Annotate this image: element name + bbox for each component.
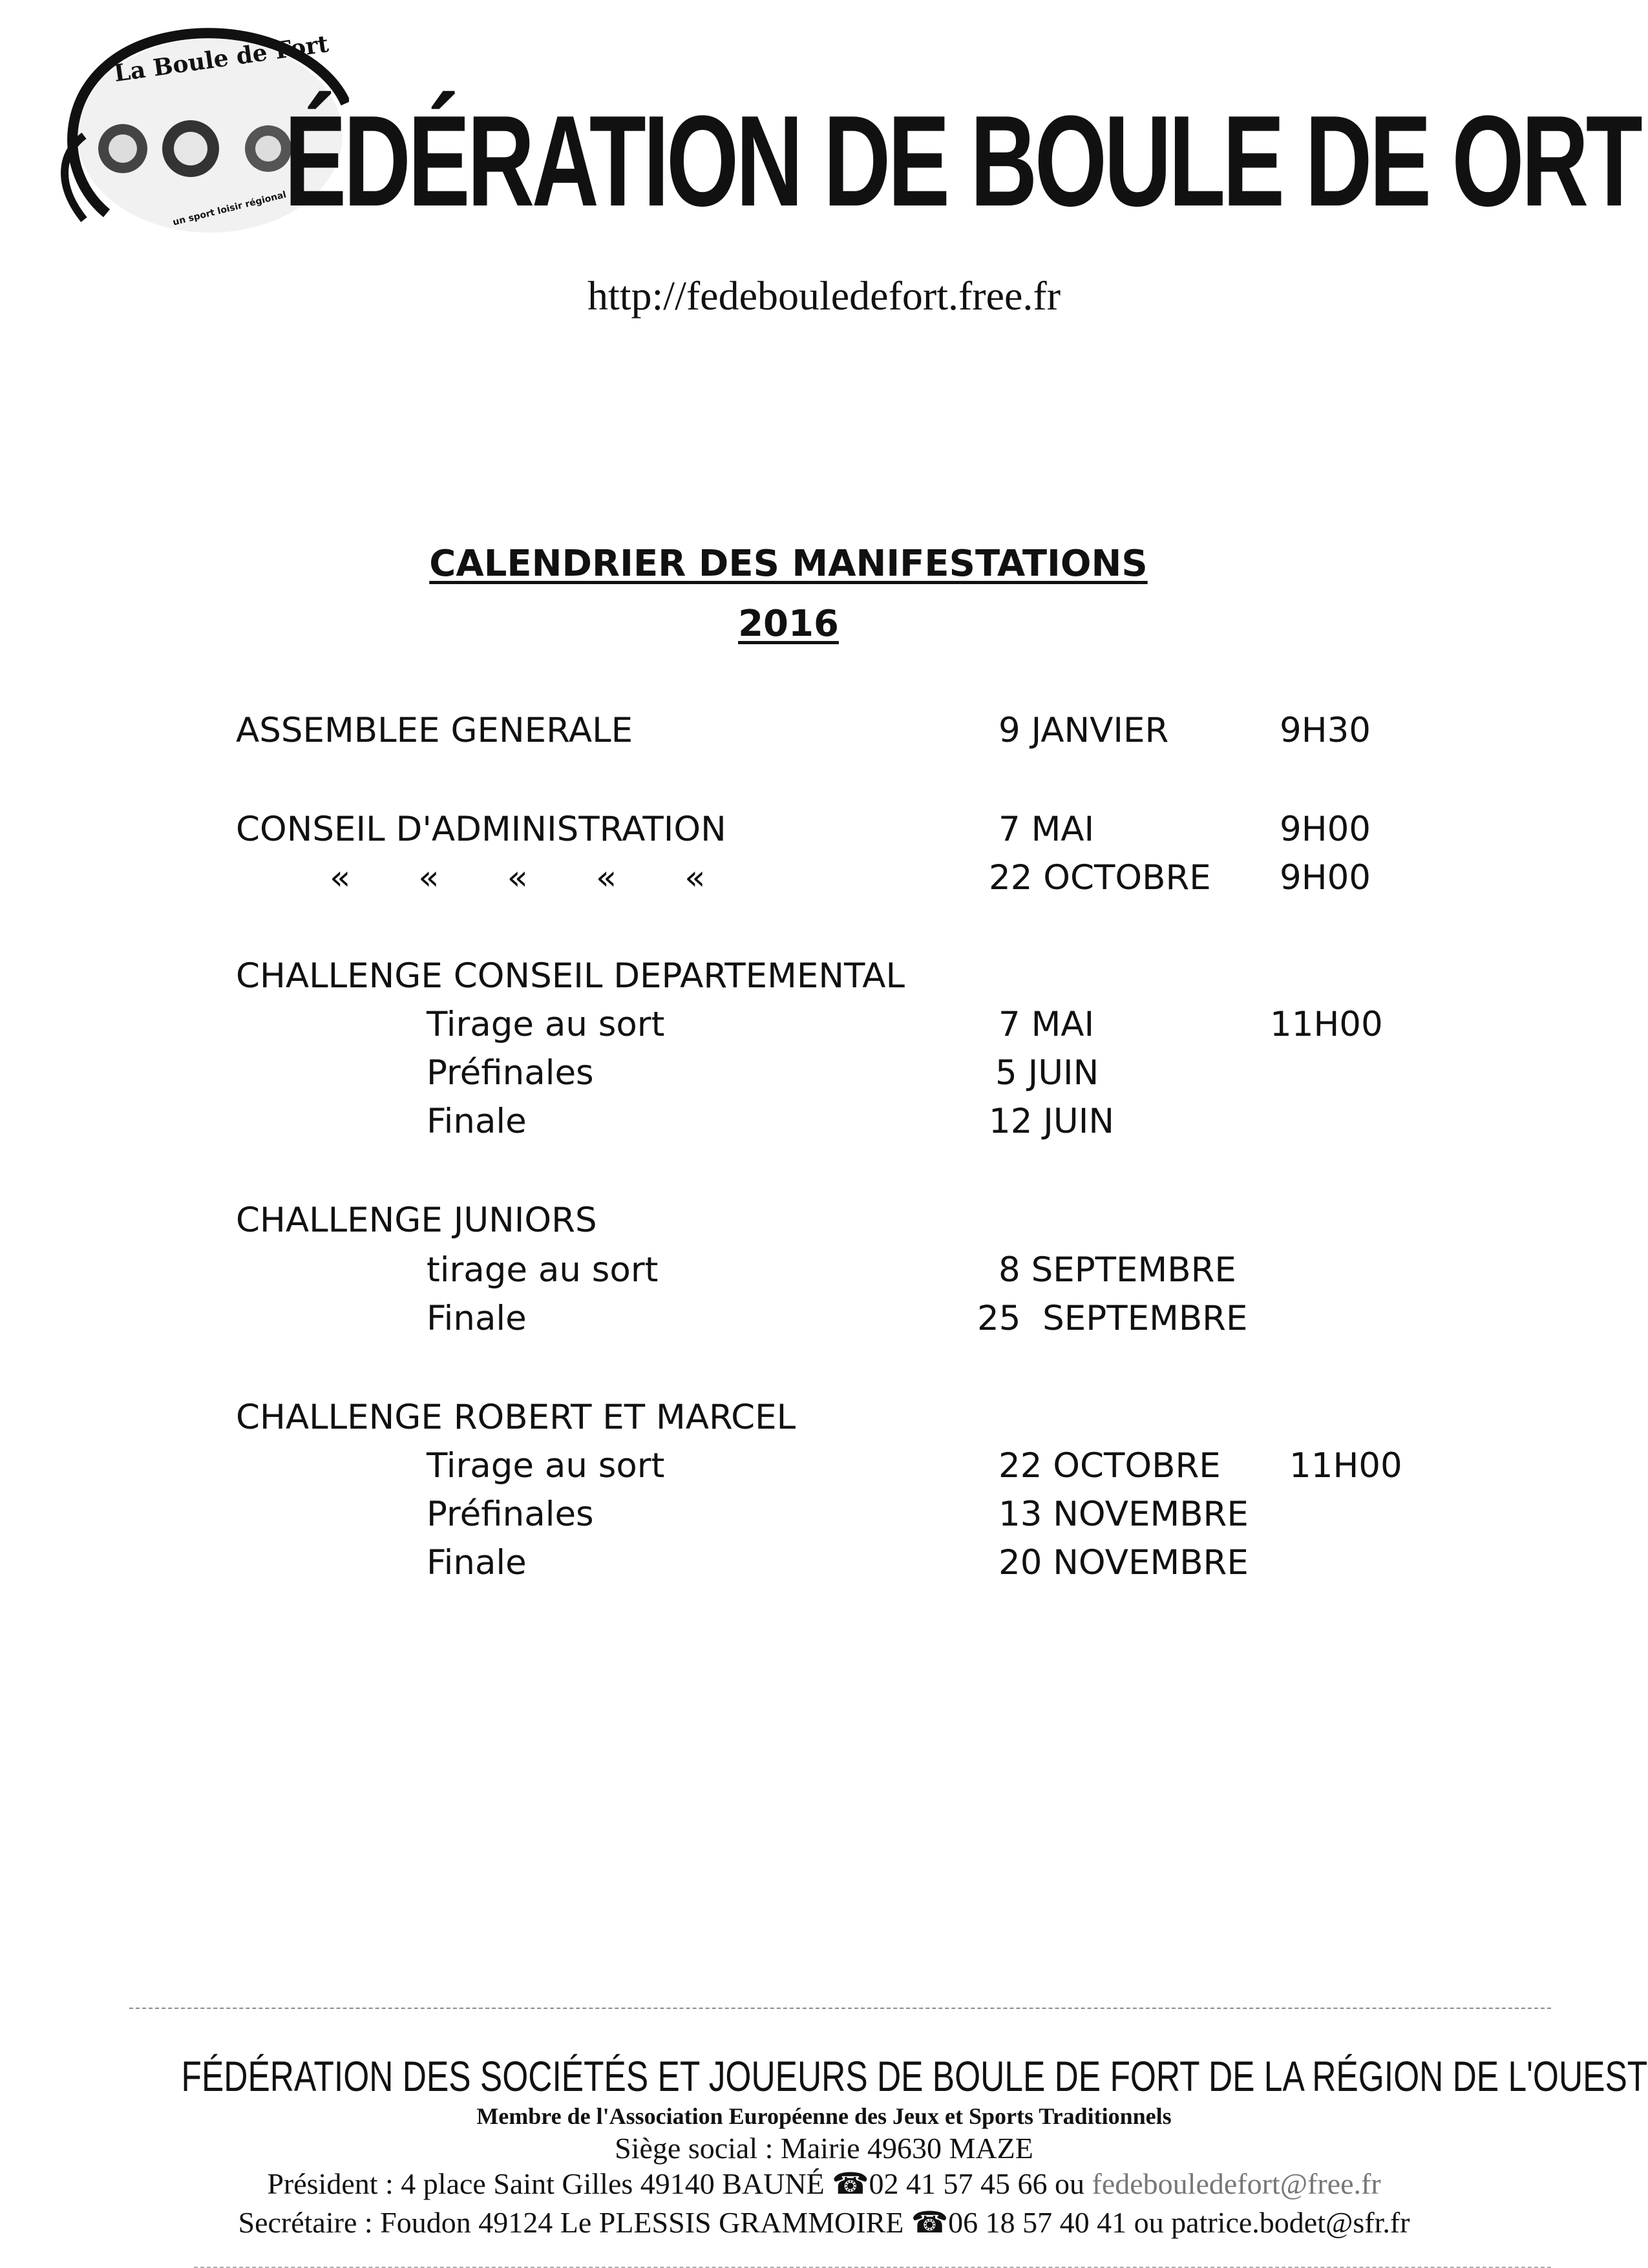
event-date: 25 SEPTEMBRE	[977, 1299, 1248, 1338]
event-date: 5 JUIN	[995, 1053, 1099, 1093]
event-step-label: Tirage au sort	[427, 1446, 665, 1486]
calendar-title: CALENDRIER DES MANIFESTATIONS	[429, 543, 1148, 585]
event-challenge-robert-marcel: CHALLENGE ROBERT ET MARCEL	[236, 1398, 796, 1437]
footer-president-contact	[0, 2166, 1648, 2202]
footer-membership: Membre de l'Association Européenne des Jeux et Sports Traditionnels	[476, 2103, 1172, 2129]
event-date: 12 JUIN	[989, 1102, 1114, 1141]
event-conseil-administration: CONSEIL D'ADMINISTRATION	[236, 810, 726, 849]
event-challenge-departemental: CHALLENGE CONSEIL DEPARTEMENTAL	[236, 956, 905, 996]
event-date: 22 OCTOBRE	[998, 1446, 1221, 1486]
event-step-label: Préfinales	[427, 1053, 594, 1093]
event-time: 11H00	[1289, 1446, 1402, 1486]
event-date: 20 NOVEMBRE	[998, 1543, 1249, 1582]
event-time: 9H00	[1280, 858, 1371, 898]
event-step-label: Préfinales	[427, 1495, 594, 1534]
secretary-phone-email: 06 18 57 40 41 ou patrice.bodet@sfr.fr	[948, 2206, 1410, 2239]
president-address: Président : 4 place Saint Gilles 49140 BAUNÉ	[267, 2167, 832, 2200]
event-date: 9 JANVIER	[998, 711, 1169, 750]
event-date: 8 SEPTEMBRE	[998, 1250, 1236, 1290]
event-date: 7 MAI	[998, 810, 1095, 849]
event-step-label: Finale	[427, 1543, 527, 1582]
event-step-label: Finale	[427, 1102, 527, 1141]
event-step-label: tirage au sort	[427, 1250, 659, 1290]
footer-divider	[129, 2008, 1551, 2009]
footer-title: FÉDÉRATION DES SOCIÉTÉS ET JOUEURS DE BOULE DE FORT DE LA RÉGION DE L'OUEST	[181, 2052, 1648, 2100]
event-step-label: Tirage au sort	[427, 1005, 665, 1044]
event-challenge-juniors: CHALLENGE JUNIORS	[236, 1201, 597, 1240]
logo-tagline: un sport loisir régional	[171, 189, 288, 228]
phone-icon: ☎	[832, 2167, 869, 2200]
logo-text: La Boule de Fort	[112, 30, 331, 88]
phone-icon: ☎	[911, 2206, 949, 2239]
event-step-label: Finale	[427, 1299, 527, 1338]
calendar-year: 2016	[738, 603, 839, 645]
event-time: 11H00	[1270, 1005, 1383, 1044]
event-assemblee-generale: ASSEMBLEE GENERALE	[236, 711, 633, 750]
president-phone: 02 41 57 45 66 ou	[869, 2167, 1092, 2200]
event-time: 9H00	[1280, 810, 1371, 849]
footer-head-office: Siège social : Mairie 49630 MAZE	[615, 2132, 1033, 2165]
event-date: 22 OCTOBRE	[989, 858, 1211, 898]
website-url[interactable]: http://fedebouledefort.free.fr	[587, 273, 1061, 319]
secretary-address: Secrétaire : Foudon 49124 Le PLESSIS GRAMMOIRE	[238, 2206, 911, 2239]
organization-title: ÉDÉRATION DE BOULE DE ORT	[284, 89, 1640, 233]
event-date: 13 NOVEMBRE	[998, 1495, 1249, 1534]
event-date: 7 MAI	[998, 1005, 1095, 1044]
event-time: 9H30	[1280, 711, 1371, 750]
ditto-marks: « « « « «	[330, 858, 706, 898]
president-email[interactable]: fedebouledefort@free.fr	[1092, 2167, 1381, 2200]
footer-secretary-contact	[0, 2205, 1648, 2241]
